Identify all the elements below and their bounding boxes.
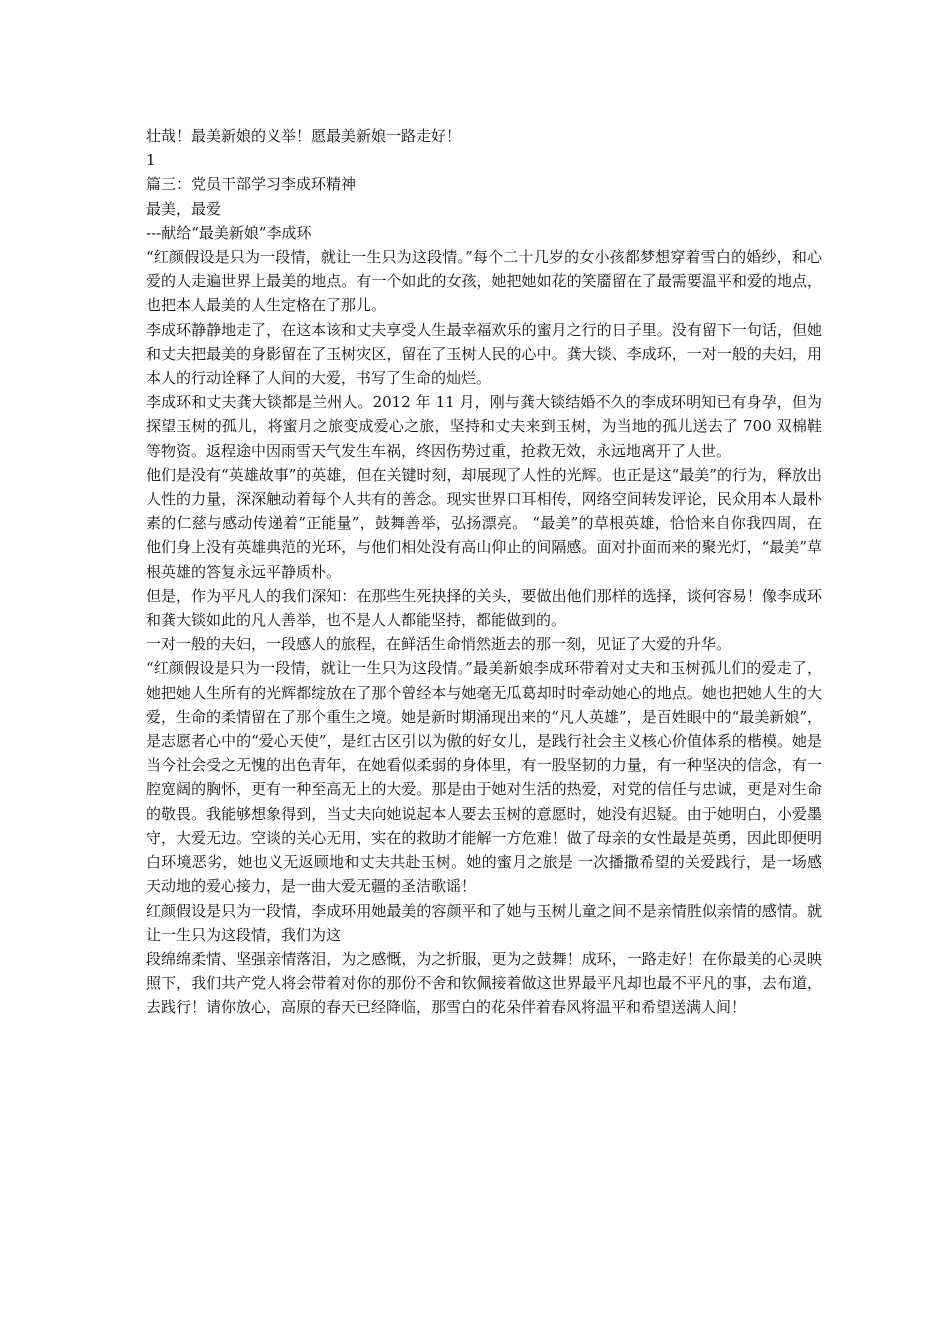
paragraph-8: 红颜假设是只为一段情，李成环用她最美的容颜平和了她与玉树儿童之间不是亲情胜似亲情的感情。就让一生只为这段情，我们为这: [146, 901, 822, 944]
closing-line: 壮哉！最美新娘的义举！愿最美新娘一路走好！: [146, 127, 462, 145]
paragraph-1: “红颜假设是只为一段情，就让一生只为这段情。”每个二十几岁的女小孩都梦想穿着雪白的婚纱，和心爱的人走遍世界上最美的地点。有一个如此的女孩，她把她如花的笑靥留在了最需要温平和爱的地点，也把本人最美的人生定格在了那儿。: [146, 248, 822, 315]
page-number: 1: [146, 151, 156, 170]
paragraph-4: 他们是没有“英雄故事”的英雄，但在关键时刻，却展现了人性的光辉。也正是这“最美”的行为，释放出人性的力量，深深触动着每个人共有的善念。现实世界口耳相传，网络空间转发评论，民众用本人最朴素的仁慈与感动传递着“正能量”，鼓舞善举，弘扬漂亮。 “最美”的草根英雄，恰恰来自你我四周，在他们身上没有英雄典范的光环，与他们相处没有高山仰止的间隔感。面对扑面而来的聚光灯，“最美”草根英雄的答复永远平静质朴。: [146, 465, 822, 581]
document-page: [146, 124, 822, 1020]
paragraph-6: 一对一般的夫妇，一段感人的旅程，在鲜活生命悄然逝去的那一刻，见证了大爱的升华。: [146, 635, 732, 654]
article-title: 最美，最爱: [146, 199, 222, 218]
paragraph-9: 段绵绵柔情、坚强亲情落泪，为之感慨，为之折服，更为之鼓舞！成环，一路走好！在你最美的心灵映照下，我们共产党人将会带着对你的那份不舍和钦佩接着做这世界最平凡却也最不平凡的事，去布道，去践行！请你放心，高原的春天已经降临，那雪白的花朵伴着春风将温平和希望送满人间！: [146, 949, 822, 1017]
paragraph-2: 李成环静静地走了，在这本该和丈夫享受人生最幸福欢乐的蜜月之行的日子里。没有留下一句话，但她和丈夫把最美的身影留在了玉树灾区，留在了玉树人民的心中。龚大锬、李成环，一对一般的夫妇，用本人的行动诠释了人间的大爱，书写了生命的灿烂。: [146, 320, 822, 388]
paragraph-5: 但是，作为平凡人的我们深知：在那些生死抉择的关头，要做出他们那样的选择，谈何容易！像李成环和龚大锬如此的凡人善举，也不是人人都能坚持，都能做到的。: [146, 586, 822, 630]
article-subtitle: ---献给“最美新娘”李成环: [146, 223, 312, 242]
paragraph-3: 李成环和丈夫龚大锬都是兰州人。2012 年 11 月，刚与龚大锬结婚不久的李成环明知已有身孕，但为探望玉树的孤儿，将蜜月之旅变成爱心之旅，坚持和丈夫来到玉树，为当地的孤儿送去了 700 双棉鞋等物资。返程途中因雨雪天气发生车祸，终因伤势过重，抢救无效，永远地离开了人世。: [146, 393, 822, 460]
section-heading: 篇三：党员干部学习李成环精神: [146, 175, 357, 194]
paragraph-7: “红颜假设是只为一段情，就让一生只为这段情。”最美新娘李成环带着对丈夫和玉树孤儿们的爱走了，她把她人生所有的光辉都绽放在了那个曾经本与她毫无瓜葛却时时牵动她心的地点。她也把她人生的大爱，生命的柔情留在了那个重生之境。她是新时期涌现出来的“凡人英雄”，是百姓眼中的“最美新娘”，是志愿者心中的“爱心天使”，是红古区引以为傲的好女儿，是践行社会主义核心价值体系的楷模。她是当今社会受之无愧的出色青年，在她看似柔弱的身体里，有一股坚韧的力量，有一种坚决的信念，有一腔宽阔的胸怀，更有一种至高无上的大爱。那是由于她对生活的热爱，对党的信任与忠诚，更是对生命的敬畏。我能够想象得到，当丈夫向她说起本人要去玉树的意愿时，她没有迟疑。由于她明白，小爱墨守，大爱无边。空谈的关心无用，实在的救助才能解一方危难！做了母亲的女性最是英勇，因此即便明白环境恶劣，她也义无返顾地和丈夫共赴玉树。她的蜜月之旅是 一次播撒希望的关爱践行，是一场感天动地的爱心接力，是一曲大爱无疆的圣洁歌谣！: [146, 659, 822, 896]
